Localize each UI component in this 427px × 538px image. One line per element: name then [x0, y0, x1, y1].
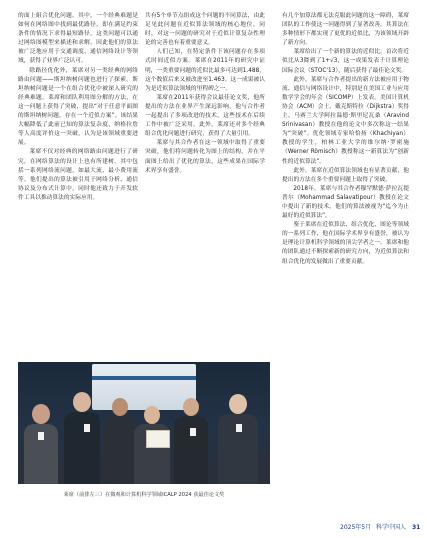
paragraph: 莱席不仅对经典的网络路由问题进行了研究，在网络算法的设计上也有所建树。其中包括一系列网络流问题，如最大流、最小费用流等。他们提出的算法被引用于网络分析、通信协议及分布式计算中，同时他还致力于开发软件工具以推动算法的实际应用。	[18, 149, 138, 201]
award-photo	[18, 362, 270, 484]
paragraph: 莱席在2011年获得会议最佳论文奖，他所提出的方法在业界产生深远影响。他与合作者一起提出了多项改进的技术，这些技术在后续工作中被广泛采用。此外，莱席还对多个经典组合优化问题进行研究，获得了大量引用。	[145, 94, 265, 138]
paragraph: 有几个加算法都无法克服此问题的这一障碍，莱席团队的工作使这一问题得到了显著改善。其算法在多种情形下都实现了更优的近似比，为该领域开辟了新方向。	[282, 13, 409, 47]
paragraph: 2018年，莱席与其合作者穆罕默德·萨拉瓦提普尔（Mohammad Salavatipour）教授在论文中提出了新的技术，他们的算法被视为“迄今为止最好的近似算法”。	[282, 185, 409, 220]
magazine-name: 科学中国人	[376, 524, 407, 531]
award-certificate	[146, 430, 170, 448]
paragraph: 此外，莱席在近似算法领域也有显著贡献，他提出的方法在多个重要问题上取得了突破。	[282, 167, 409, 183]
person	[64, 392, 100, 484]
paragraph: 鉴于莱席在近似算法、组合优化、图论等领域的一系列工作，他在国际学术界享有盛誉，被认为是理论计算机科学领域的顶尖学者之一。莱席和他的团队通过不断探索新的研究方向，为近似算法和组合优化的发展做出了重要贡献。	[282, 222, 409, 265]
paragraph: 莱席给出了一个新的算法的近似比。首次将近似比从3降到了1+√3，这一成果发表于计算理论国际会议（STOC'13），随后获得了最佳论文奖。	[282, 49, 409, 74]
photo-caption: 莱席（前排左三）在微观和计算机科学领域ICALP 2024 获最佳论文奖	[63, 492, 225, 498]
article-column-1	[18, 12, 138, 294]
paragraph: 的面上組合优化问题。其中，一个经典难题是如何在网络图中找到最优路径，即在满足约束条件的情况下求得最短路径，这类问题可以通过网络图模型来描述和求解。因此他们的算法被广泛地应用于交通调度、通信网络设计等领域，获得了业界广泛认可。	[18, 13, 138, 65]
article-column-2	[145, 12, 265, 294]
person	[218, 394, 258, 484]
name-badge	[190, 428, 196, 436]
issue-date: 2025年5月	[340, 524, 372, 531]
banner-stripe	[92, 376, 196, 380]
paragraph: 莱席与其合作者在这一领域中取得了重要突破，他们将问题转化为图上的结构，并在平面图上给出了优化的算法，这些成果在国际学术界享有盛誉。	[145, 140, 265, 174]
name-badge	[38, 432, 44, 440]
name-badge	[84, 424, 90, 432]
person	[174, 398, 208, 484]
paragraph: 此外，莱席与合作者提出的新方法被应用于物流、通信与网络设计中，特别是在美国工业与应用数学学会的年会（SICOMP）上发表。美国计算机协会（ACM）会士、戴克斯特拉（Dijkstra）奖得主、马赛兰大学阿拉温德·斯里尼瓦桑（Aravind Srinivasan）教授在他的论文中多次称这一结果为“突破”。优化领域专家哈恰扬（Khachiyan）教授的学生，柏林工业大学的维尔纳·罗密施（Werner Römisch）教授称这一新算法为“创新性的近似算法”。	[282, 76, 409, 165]
name-badge	[236, 424, 242, 432]
paragraph: 除路径优化外，莱席对另一类经典的网络路由问题——斯坦纳树问题也进行了探索。斯坦纳树问题是一个在组合优化中被深入研究的经典难题。莱席和团队利用图分解的方法，在这一问题上获得了突破，提出“对于任意平面图的斯坦纳树问题，存在一个近似方案”。该结果大幅降低了此前已知的算法复杂度，纳格拉詹等人高度评价这一突破，认为是该领域重要进展。	[18, 67, 138, 147]
paragraph: 人们已知，在特定条件下该问题存在多项式时间近似方案。莱席在2011年的研究中证明，一类重要问题的近似比最多可达到1.488，这个数值后来又被改进至1.463。这一成果被认为是近似算法领域的里程碑之一。	[145, 49, 265, 92]
person	[24, 404, 58, 484]
page-number: 31	[411, 524, 421, 531]
paragraph: 共有5个单节点组成这个问题的不同算法，由此足见此问题在近似算法领域的核心地位。同时，对这一问题的研究对于近似计算复杂性理论的完善也有着重要意义。	[145, 13, 265, 47]
person	[104, 398, 136, 484]
page-footer	[340, 522, 420, 531]
article-column-3	[282, 12, 409, 517]
